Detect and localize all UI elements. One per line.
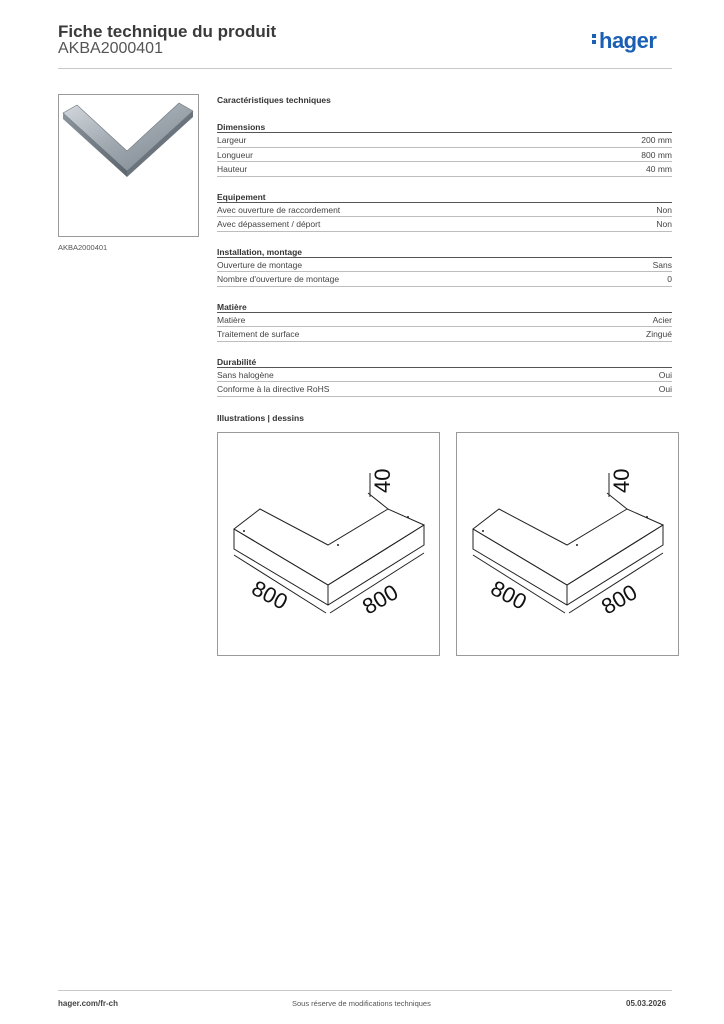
footer-divider [58,990,672,991]
spec-row [217,148,672,163]
spec-row [217,327,672,342]
technical-drawing [218,433,439,655]
spec-label: Sans halogène [217,369,274,380]
logo-text: hager [599,28,657,53]
length-dimension-right: 800 [358,579,403,620]
spec-value: 800 mm [641,149,672,160]
spec-group-title: Dimensions [217,121,672,133]
illustrations-heading: Illustrations | dessins [217,413,304,423]
spec-row [217,133,672,148]
spec-label: Matière [217,314,246,325]
spec-value: 200 mm [641,135,672,145]
spec-label: Conforme à la directive RoHS [217,384,330,394]
footer-date: 05.03.2026 [626,999,667,1008]
thumbnail-caption: AKBA2000401 [58,243,108,252]
spec-row [217,382,672,397]
header-divider [58,68,672,69]
angle-piece-image [59,95,198,236]
spec-value: Zingué [646,329,672,339]
logo-dots-icon [592,32,597,46]
spec-group-title: Matière [217,301,672,313]
spec-group-installation [217,246,672,287]
spec-value: 40 mm [646,164,672,174]
product-thumbnail [58,94,199,237]
spec-row [217,203,672,218]
footer-notice: Sous réserve de modifications techniques [292,999,431,1008]
spec-row [217,272,672,287]
spec-label: Nombre d'ouverture de montage [217,274,340,284]
hager-logo [592,28,656,54]
spec-label: Traitement de surface [217,329,300,339]
length-dimension-left: 800 [247,575,292,615]
spec-row [217,162,672,177]
spec-value: Acier [652,314,672,325]
spec-value: 0 [667,274,672,284]
spec-label: Avec dépassement / déport [217,219,321,229]
spec-value: Non [656,219,672,229]
specs-section [217,95,672,411]
specs-heading: Caractéristiques techniques [217,95,331,105]
length-dimension-right: 800 [597,579,642,620]
spec-label: Largeur [217,135,247,145]
spec-row [217,258,672,273]
height-dimension: 40 [609,468,634,493]
spec-row [217,217,672,232]
height-dimension: 40 [370,468,395,493]
footer-website-link[interactable]: hager.com/fr-ch [58,999,119,1008]
spec-label: Ouverture de montage [217,259,303,270]
dimension-drawing-2 [456,432,679,656]
spec-row [217,368,672,383]
page-title: Fiche technique du produit [58,22,277,41]
spec-label: Avec ouverture de raccordement [217,204,341,215]
spec-label: Longueur [217,149,253,160]
spec-group-equipement [217,191,672,232]
spec-group-dimensions [217,121,672,177]
spec-group-matiere [217,301,672,342]
spec-value: Oui [658,384,672,394]
spec-label: Hauteur [217,164,248,174]
technical-drawing [457,433,678,655]
product-reference: AKBA2000401 [58,40,163,57]
spec-row [217,313,672,328]
spec-group-title: Installation, montage [217,246,672,258]
spec-value: Non [656,204,672,215]
spec-group-durabilite [217,356,672,397]
spec-group-title: Equipement [217,191,672,203]
spec-value: Oui [658,369,672,380]
spec-group-title: Durabilité [217,356,672,368]
dimension-drawing-1 [217,432,440,656]
length-dimension-left: 800 [486,575,531,615]
spec-value: Sans [652,259,672,270]
